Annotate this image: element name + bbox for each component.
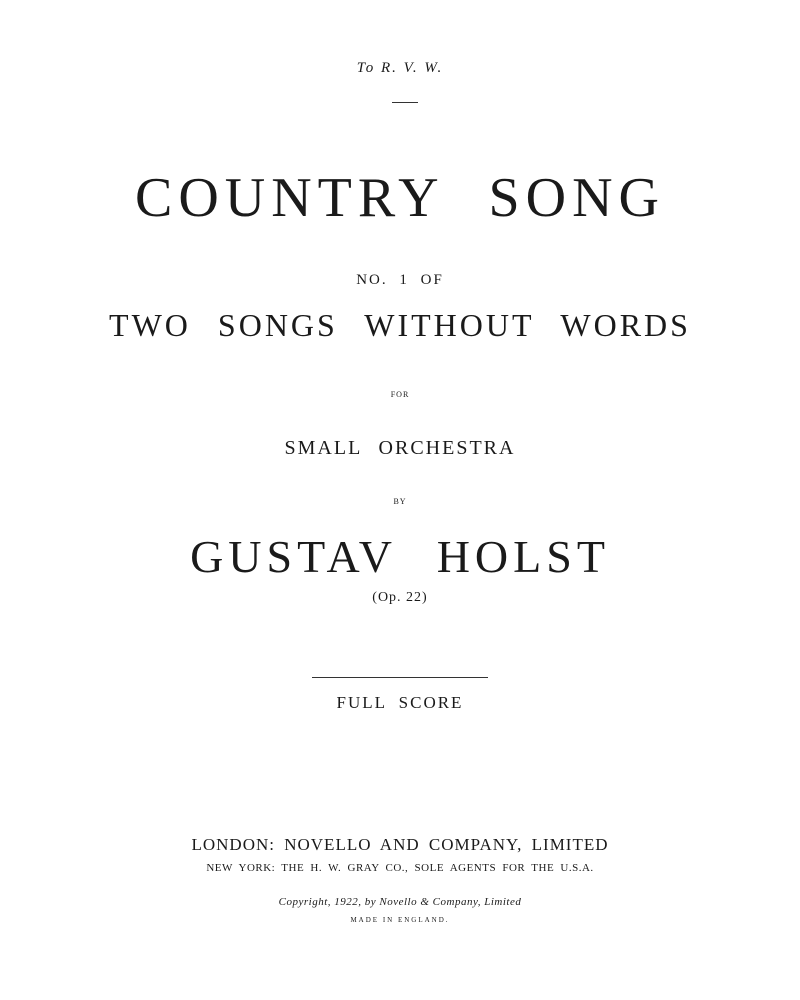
composer-name: GUSTAV HOLST (190, 531, 610, 582)
by-label: BY (393, 497, 407, 506)
page-title: COUNTRY SONG (135, 167, 665, 229)
instrumentation: SMALL ORCHESTRA (284, 437, 516, 459)
collection-title: TWO SONGS WITHOUT WORDS (109, 307, 691, 343)
work-number: NO. 1 OF (356, 272, 444, 288)
agents-line: NEW YORK: THE H. W. GRAY CO., SOLE AGENTS FOR THE U.S.A. (206, 862, 594, 874)
divider-short (392, 102, 418, 103)
divider-long (312, 677, 488, 678)
copyright-notice: Copyright, 1922, by Novello & Company, Limited (278, 896, 522, 908)
dedication: To R. V. W. (356, 60, 444, 76)
opus-number: (Op. 22) (372, 590, 428, 605)
edition-label: FULL SCORE (336, 693, 464, 712)
for-label: FOR (390, 390, 410, 399)
made-in-label: MADE IN ENGLAND. (350, 916, 450, 924)
publisher-line: LONDON: NOVELLO AND COMPANY, LIMITED (191, 835, 609, 854)
